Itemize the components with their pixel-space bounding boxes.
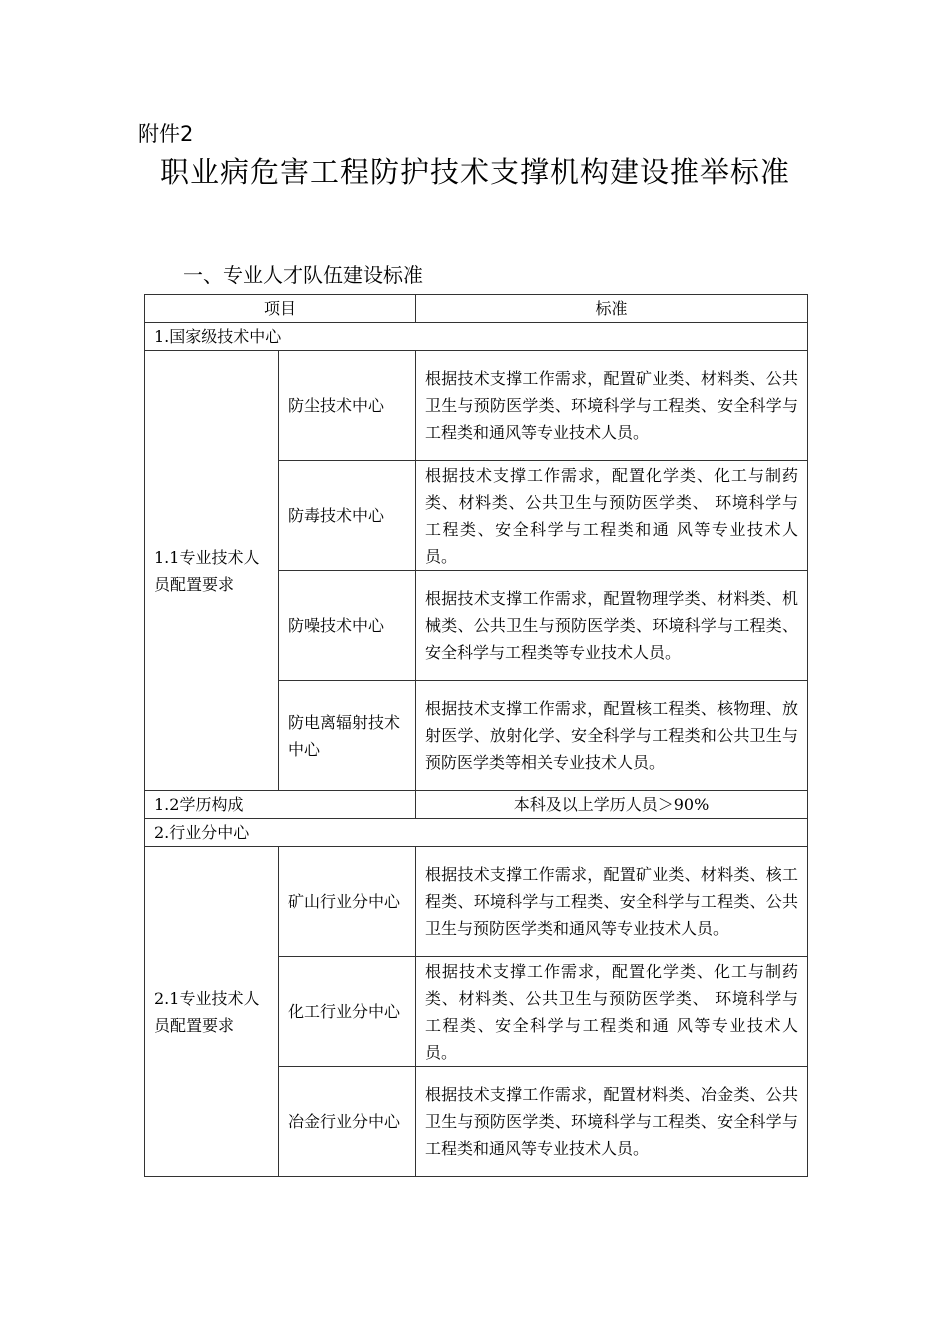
standard-text: 根据技术支撑工作需求，配置化学类、化工与制药类、材料类、公共卫生与预防医学类、 环境科学与工程类、安全科学与工程类和通 风等专业技术人员。 — [416, 461, 808, 571]
header-item: 项目 — [145, 295, 416, 323]
center-name: 防噪技术中心 — [279, 571, 416, 681]
education-label: 1.2学历构成 — [145, 791, 416, 819]
group-label-industry: 2.行业分中心 — [145, 819, 808, 847]
standard-text: 根据技术支撑工作需求，配置材料类、冶金类、公共卫生与预防医学类、环境科学与工程类、安全科学与工程类和通风等专业技术人员。 — [416, 1067, 808, 1177]
center-name: 冶金行业分中心 — [279, 1067, 416, 1177]
table-row — [145, 351, 808, 461]
attachment-label: 附件2 — [138, 122, 194, 146]
standards-table — [144, 294, 808, 1177]
staffing-label-industry: 2.1专业技术人员配置要求 — [145, 847, 279, 1177]
table-header-row — [145, 295, 808, 323]
table-row — [145, 791, 808, 819]
center-name: 防电离辐射技术中心 — [279, 681, 416, 791]
group-label-national: 1.国家级技术中心 — [145, 323, 808, 351]
education-standard: 本科及以上学历人员＞90% — [416, 791, 808, 819]
document-title: 职业病危害工程防护技术支撑机构建设推举标准 — [159, 155, 790, 189]
standard-text: 根据技术支撑工作需求，配置化学类、化工与制药类、材料类、公共卫生与预防医学类、 环境科学与工程类、安全科学与工程类和通 风等专业技术人员。 — [416, 957, 808, 1067]
center-name: 防尘技术中心 — [279, 351, 416, 461]
center-name: 矿山行业分中心 — [279, 847, 416, 957]
section-heading: 一、专业人才队伍建设标准 — [183, 263, 423, 287]
standard-text: 根据技术支撑工作需求，配置矿业类、材料类、核工程类、环境科学与工程类、安全科学与工程类、公共卫生与预防医学类和通风等专业技术人员。 — [416, 847, 808, 957]
center-name: 化工行业分中心 — [279, 957, 416, 1067]
header-standard: 标准 — [416, 295, 808, 323]
table-row — [145, 847, 808, 957]
standard-text: 根据技术支撑工作需求，配置核工程类、核物理、放射医学、放射化学、安全科学与工程类和公共卫生与预防医学类等相关专业技术人员。 — [416, 681, 808, 791]
table-row — [145, 323, 808, 351]
table-row — [145, 819, 808, 847]
center-name: 防毒技术中心 — [279, 461, 416, 571]
standard-text: 根据技术支撑工作需求，配置矿业类、材料类、公共卫生与预防医学类、环境科学与工程类、安全科学与工程类和通风等专业技术人员。 — [416, 351, 808, 461]
standard-text: 根据技术支撑工作需求，配置物理学类、材料类、机械类、公共卫生与预防医学类、环境科学与工程类、安全科学与工程类等专业技术人员。 — [416, 571, 808, 681]
staffing-label-national: 1.1专业技术人员配置要求 — [145, 351, 279, 791]
